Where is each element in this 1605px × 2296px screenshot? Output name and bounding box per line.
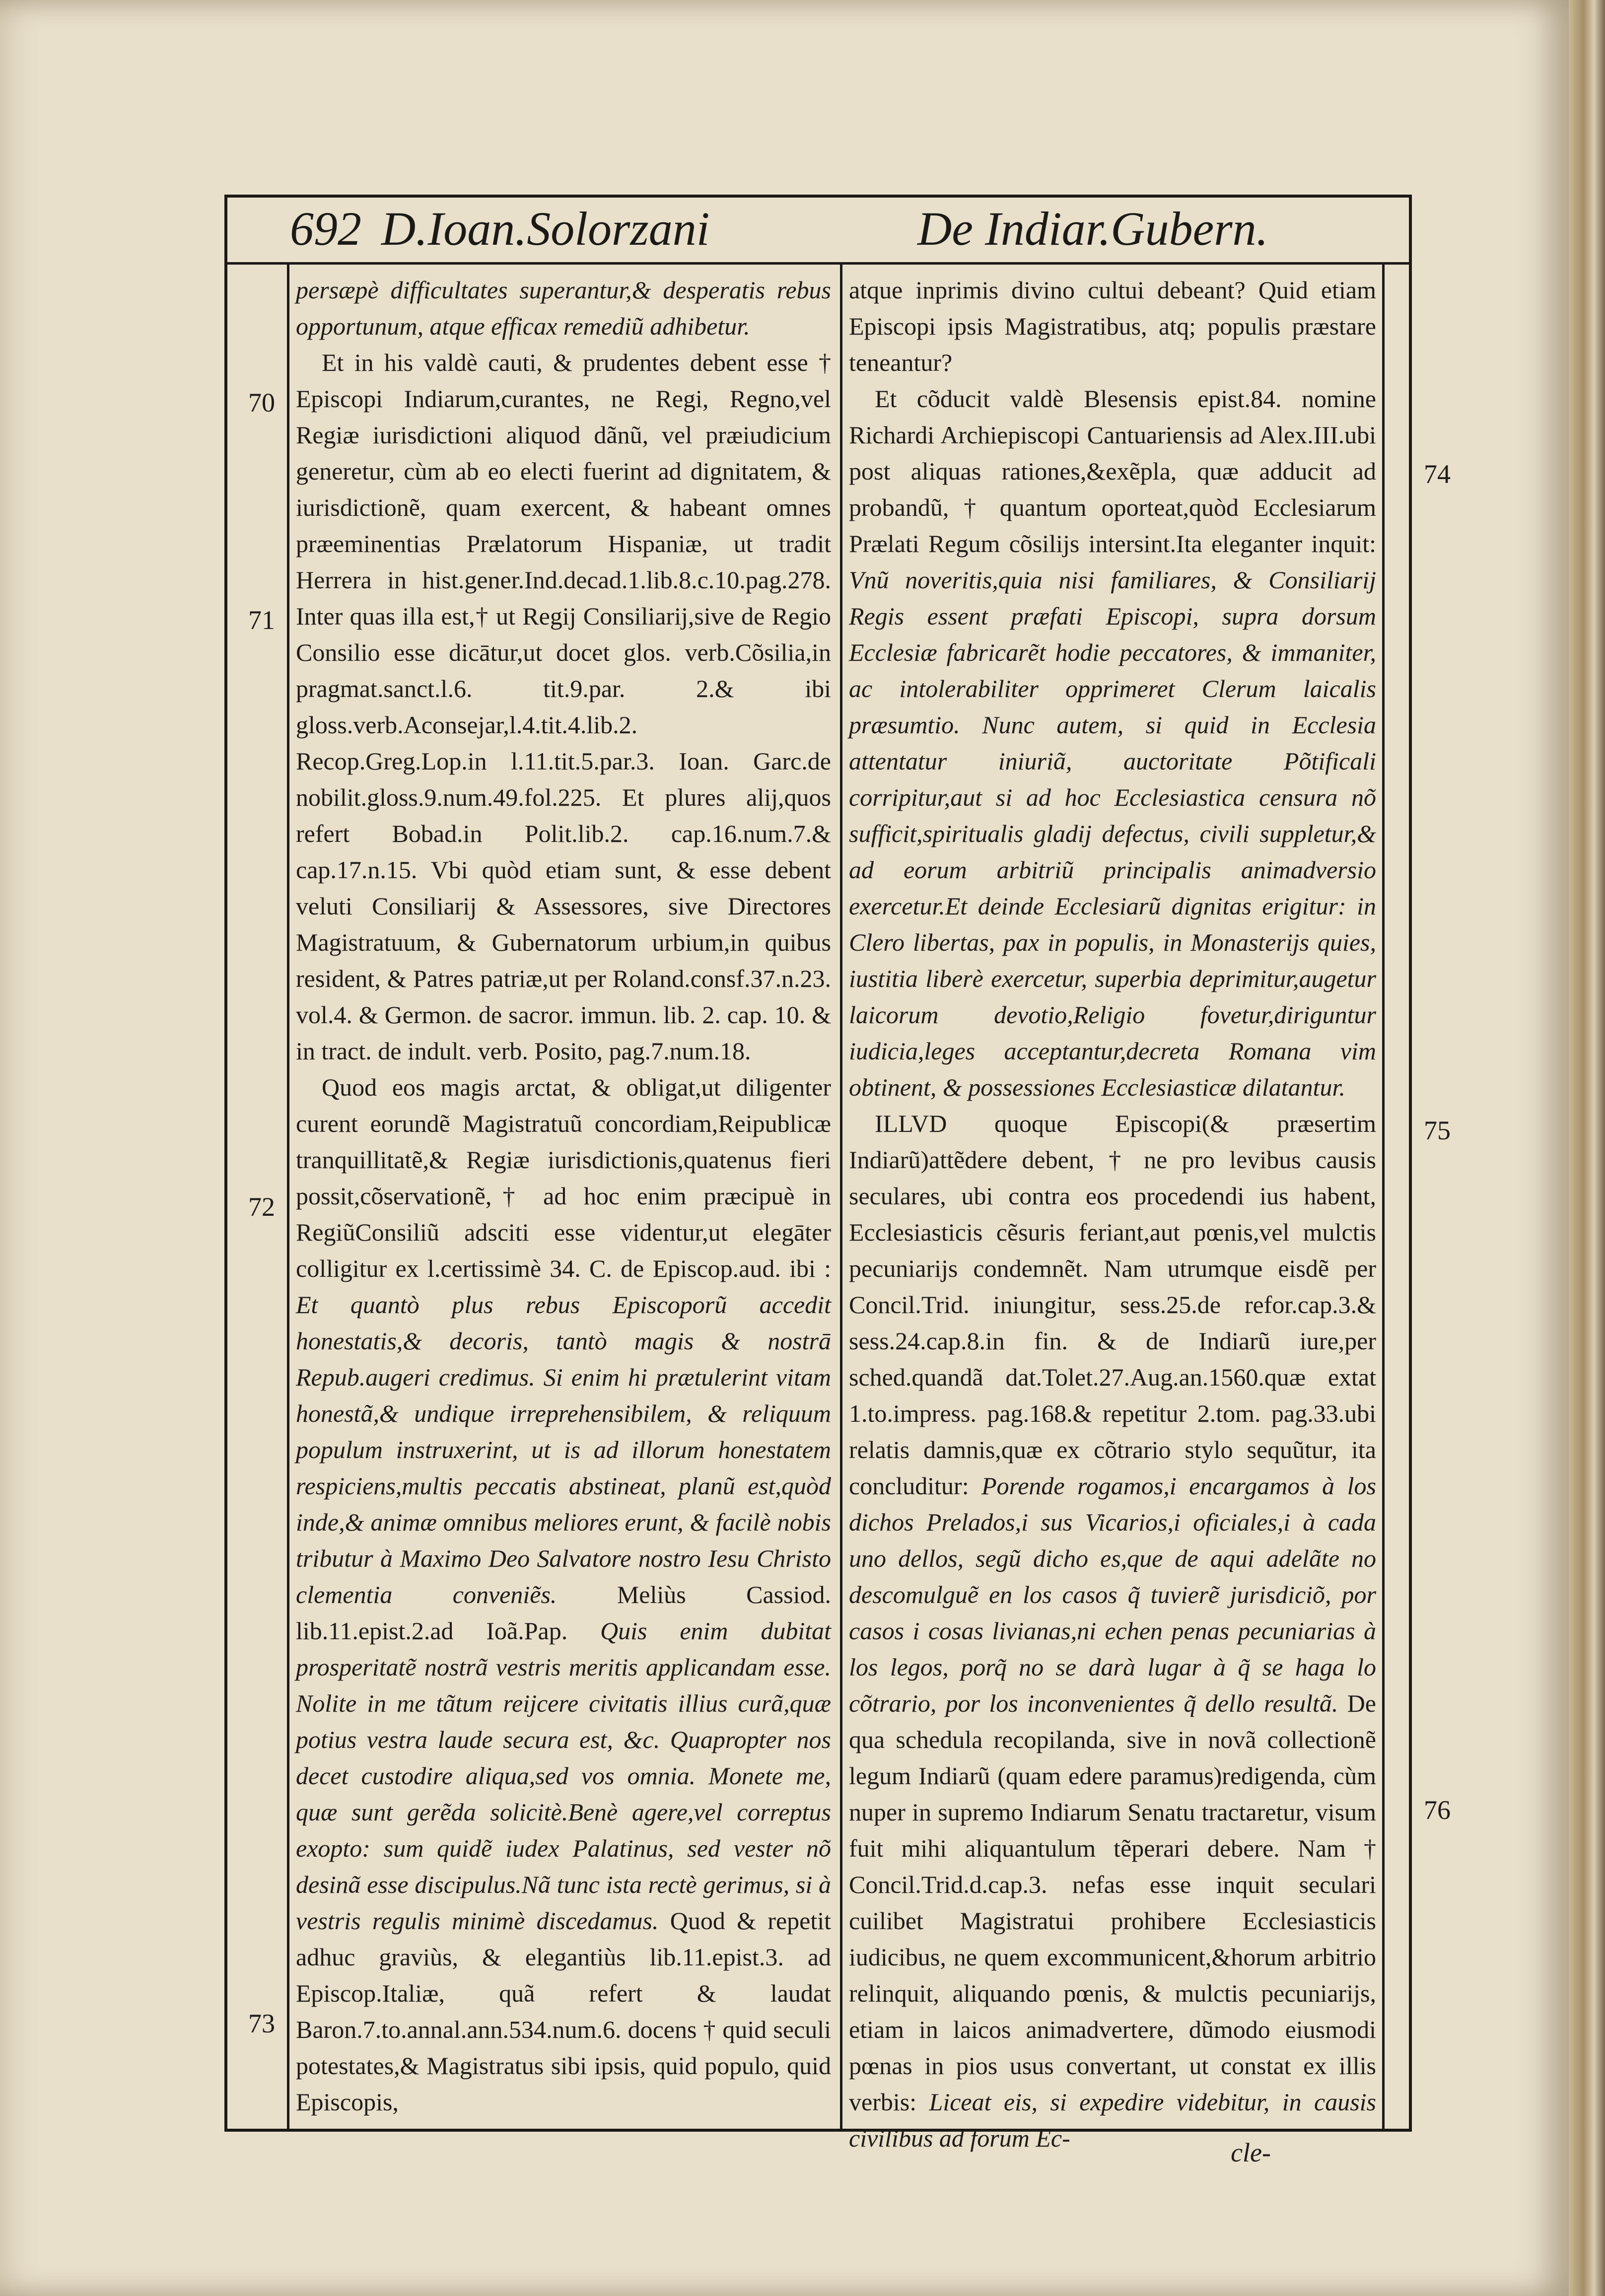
paragraph <box>849 381 1376 1106</box>
paragraph-text: Meliùs Cassiod. lib.11.epist.2.ad Ioã.Pap. <box>296 1581 831 1645</box>
paragraph-text: ILLVD quoque Episcopi(& præsertim Indiarũ)attẽdere debent, † ne pro levibus causis seculares, ubi contra eos procedendi ius habent, Ecclesiasticis cẽsuris feriant,aut pœnis,vel mulctis pecuniarijs condemnẽt. Nam utrumque eisdẽ per Concil.Trid. iniungitur, sess.25.de refor.cap.3.& sess.24.cap.8.in fin. & de Indiarũ iure,per sched.quandã dat.Tolet.27.Aug.an.1560.quæ extat 1.to.impress. pag.168.& repetitur 2.tom. pag.33.ubi relatis damnis,quæ ex cõtrario stylo sequũtur, ita concluditur: <box>849 1110 1376 1500</box>
margin-number: 72 <box>248 1192 275 1222</box>
left-column <box>296 272 831 2114</box>
paragraph <box>849 1106 1376 2157</box>
left-margin-rule <box>287 262 289 2129</box>
margin-number: 74 <box>1424 459 1451 489</box>
margin-number: 73 <box>248 2009 275 2038</box>
quotation: Vnũ noveritis,quia nisi familiares, & Consiliarij Regis essent præfati Episcopi, supra dorsum Ecclesiæ fabricarẽt hodie peccatores, & immaniter, ac intolerabiliter opprimeret Clerum laicalis præsumtio. Nunc autem, si quid in Ecclesia attentatur iniuriã, auctoritate Põtificali corripitur,aut si ad hoc Ecclesiastica censura nõ sufficit,spiritualis gladij defectus, civili suppletur,& ad eorum arbitriũ principalis animadversio exercetur.Et deinde Ecclesiarũ dignitas erigitur: in Clero libertas, pax in populis, in Monasterijs quies, iustitia liberè exercetur, superbia deprimitur,augetur laicorum devotio,Religio fovetur,diriguntur iudicia,leges acceptantur,decreta Romana vim obtinent, & possessiones Ecclesiasticæ dilatantur. <box>849 566 1376 1101</box>
quotation: Quis enim dubitat prosperitatẽ nostrã vestris meritis applicandam esse. Nolite in me tãtum reijcere civitatis illius curã,quæ potius vestra laude secura est, &c. Quapropter nos decet custodire aliqua,sed vos omnia. Monete me, quæ sunt gerẽda solicitè.Benè agere,vel correptus exopto: sum quidẽ iudex Palatinus, sed vester nõ desinã esse discipulus.Nã tunc ista rectè gerimus, si à vestris regulis minimè discedamus. <box>296 1617 832 1935</box>
paragraph-text: Quod & repetit adhuc graviùs, & elegantiùs lib.11.epist.3. ad Episcop.Italiæ, quã refert & laudat Baron.7.to.annal.ann.534.num.6. docens † quid seculi potestates,& Magistratus sibi ipsis, quid populo, quid Episcopis, <box>296 1907 832 2116</box>
quotation: Porende rogamos,i encargamos à los dichos Prelados,i sus Vicarios,i oficiales,i à cada uno dellos, segũ dicho es,que de aqui adelãte no descomulguẽ en los casos q̃ tuvierẽ jurisdiciõ, por casos i cosas livianas,ni echen penas pecuniarias à los legos, porq̃ no se darà lugar à q̃ se haga lo cõtrario, por los inconvenientes q̃ dello resultã. <box>849 1472 1376 1717</box>
column-divider <box>840 262 842 2129</box>
page-edge <box>1569 0 1605 2296</box>
quotation: Et quantò plus rebus Episcoporũ accedit honestatis,& decoris, tantò magis & nostrā Repub.augeri credimus. Si enim hi prætulerint vitam honestã,& undique irreprehensibilem, & reliquum populum instruxerint, ut is ad illorum honestatem respiciens,multis peccatis abstineat, planũ est,quòd inde,& animæ omnibus meliores erunt, & facilè nobis tributur à Maximo Deo Salvatore nostro Iesu Christo clementia conveniẽs. <box>296 1291 831 1608</box>
paragraph-text: Quod eos magis arctat, & obligat,ut diligenter curent eorundẽ Magistratuũ concordiam,Reipublicæ tranquillitatẽ,& Regiæ iurisdictionis,quatenus fieri possit,cõservationẽ,† ad hoc enim præcipuè in RegiũConsiliũ adsciti esse videntur,ut elegāter colligitur ex l.certissimè 34. C. de Episcop.aud. ibi : <box>296 1073 831 1282</box>
paragraph <box>296 1069 831 2120</box>
right-margin-rule <box>1382 262 1385 2129</box>
paragraph: persæpè difficultates superantur,& desperatis rebus opportunum, atque efficax remediũ adhibetur. <box>296 276 831 340</box>
paragraph-text: De qua schedula recopilanda, sive in novã collectionẽ legum Indiarũ (quam edere paramus)redigenda, cùm nuper in supremo Indiarum Senatu tractaretur, visum fuit mihi aliquantulum tẽperari debere. Nam † Concil.Trid.d.cap.3. nefas esse inquit seculari cuilibet Magistratui prohibere Ecclesiasticis iudicibus, ne quem excommunicent,&horum arbitrio relinquit, aliquando pœnis, & mulctis pecuniarijs, etiam in laicos animadvertere, dũmodo eiusmodi pœnas in pios usus convertant, ut constat ex illis verbis: <box>849 1689 1377 2116</box>
margin-number: 71 <box>248 605 275 635</box>
right-column <box>849 272 1377 2152</box>
paragraph: Et in his valdè cauti, & prudentes debent esse † Episcopi Indiarum,curantes, ne Regi, Regno,vel Regiæ iurisdictioni aliquod dãnũ, vel præiudicium generetur, cùm ab eo electi fuerint ad dignitatem, & iurisdictionẽ, quam exercent, & habeant omnes præeminentias Prælatorum Hispaniæ, ut tradit Herrera in hist.gener.Ind.decad.1.lib.8.c.10.pag.278. Inter quas illa est,† ut Regij Consiliarij,sive de Regio Consilio esse dicātur,ut docet glos. verb.Cõsilia,in pragmat.sanct.l.6. tit.9.par. 2.& ibi gloss.verb.Aconsejar,l.4.tit.4.lib.2. Recop.Greg.Lop.in l.11.tit.5.par.3. Ioan. Garc.de nobilit.gloss.9.num.49.fol.225. Et plures alij,quos refert Bobad.in Polit.lib.2. cap.16.num.7.& cap.17.n.15. Vbi quòd etiam sunt, & esse debent veluti Consiliarij & Assessores, sive Directores Magistratuum, & Gubernatorum urbium,in quibus resident, & Patres patriæ,ut per Roland.consf.37.n.23. vol.4. & Germon. de sacror. immun. lib. 2. cap. 10. & in tract. de indult. verb. Posito, pag.7.num.18. <box>296 348 831 1065</box>
text-frame <box>224 195 1412 2152</box>
header-title: De Indiar.Gubern. <box>917 202 1268 255</box>
margin-number: 76 <box>1424 1795 1451 1825</box>
margin-number: 75 <box>1424 1115 1451 1145</box>
margin-number: 70 <box>248 388 275 417</box>
paragraph-text: Et cõducit valdè Blesensis epist.84. nomine Richardi Archiepiscopi Cantuariensis ad Alex.III.ubi post aliquas rationes,&exẽpla, quæ adducit ad probandũ, † quantum oporteat,quòd Ecclesiarum Prælati Regum cõsilijs intersint.Ita eleganter inquit: <box>849 385 1376 557</box>
running-header <box>227 198 1409 265</box>
catchword: cle- <box>1231 2138 1271 2167</box>
header-author: D.Ioan.Solorzani <box>381 202 710 255</box>
quotation: Liceat eis, si expedire videbitur, in causis civilibus ad forum Ec- <box>849 2088 1377 2152</box>
page-number: 692 <box>290 202 361 255</box>
paragraph: atque inprimis divino cultui debeant? Quid etiam Episcopi ipsis Magistratibus, atq; populis præstare teneantur? <box>849 276 1376 376</box>
